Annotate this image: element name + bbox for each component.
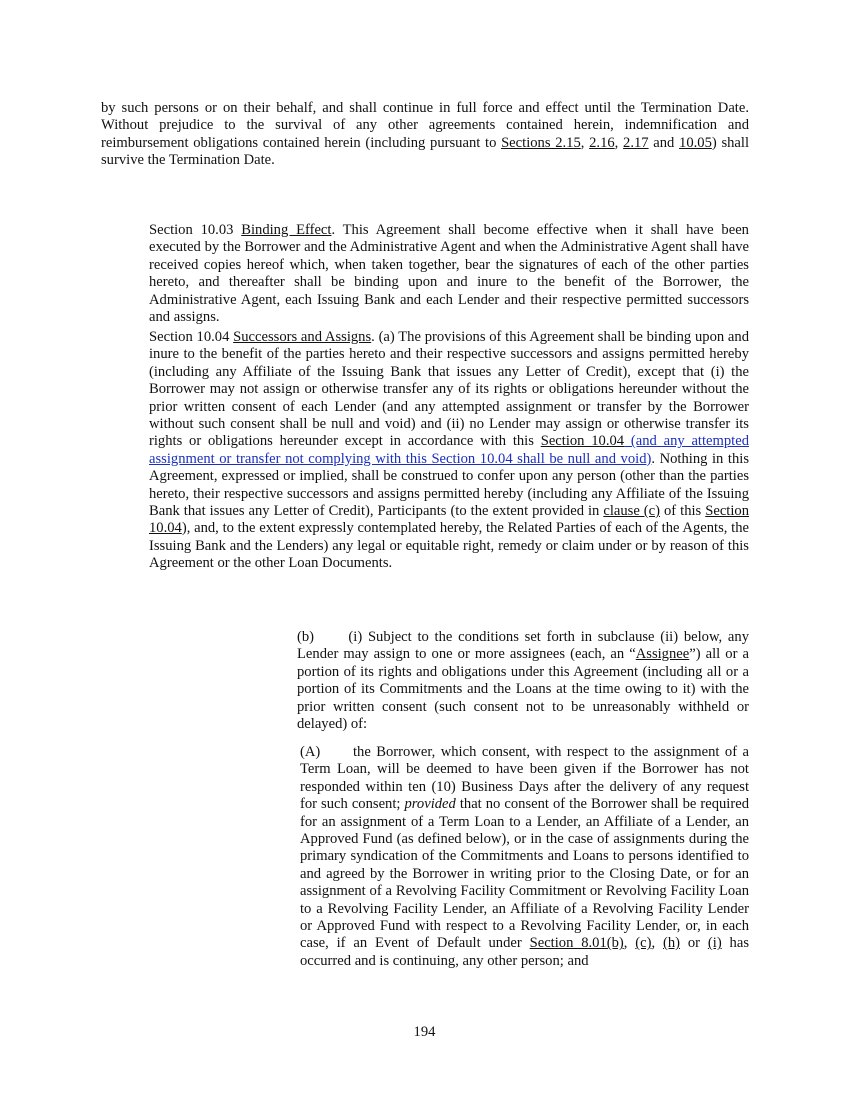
text-run: . This Agreement shall become effective when it shall have been executed by the Borrower and the Administrative Agent and when the Administrative Agent shall have received copies hereof which, when taken together, bear the signatures of each of the other parties hereto, and thereafter shall be binding upon and inure to the benefit of the Borrower, the Administrative Agent, each Issuing Bank and each Lender and their respective permitted successors and assigns. xyxy=(149,222,749,326)
text-run: of this xyxy=(660,503,706,520)
text-run: (b) (i) Subject to the conditions set forth in subclause (ii) below, any Lender may assign to one or more assignees (each, an “ xyxy=(297,629,753,663)
paragraph-survival xyxy=(101,100,749,170)
section-10-03-text xyxy=(101,222,749,326)
clause-b xyxy=(101,629,753,733)
inserted-link-text[interactable]: (and any attempted assignment or transfer not complying with this Section 10.04 shall be null and void) xyxy=(149,433,749,467)
text-run: and xyxy=(648,134,680,151)
section-ref-2-16: 2.16 xyxy=(589,134,615,151)
section-10-04 xyxy=(101,329,749,573)
text-run: by such persons or on their behalf, and shall continue in full force and effect until the Termination Date. Without prejudice to the survival of any other agreements contained herein, indemnification and reimbursement obligations contained herein (including pursuant to xyxy=(101,100,749,151)
section-ref-2-17: 2.17 xyxy=(623,134,649,151)
clause-a-text xyxy=(148,744,753,970)
clause-ref-i: (i) xyxy=(707,935,722,952)
provided-italic: provided xyxy=(404,796,456,813)
section-ref-10-05: 10.05 xyxy=(679,134,712,151)
text-run: , xyxy=(580,134,590,151)
text-run: (A) the Borrower, which consent, with respect to the assignment of a Term Loan, will be deemed to have been given if the Borrower has not responded within ten (10) Business Days after the delivery of any request for such consent; xyxy=(300,744,753,813)
text-run: that no consent of the Borrower shall be required for an assignment of a Term Loan to a Lender, an Affiliate of a Lender, an Approved Fund (as defined below), or in the case of assignments during the primary syndication of the Commitments and Loans to persons identified to and agreed by the Borrower in writing prior to the Closing Date, or for an assignment of a Revolving Facility Commitment or Revolving Facility Loan to a Revolving Facility Lender, an Affiliate of a Revolving Facility Lender or Approved Fund with respect to a Revolving Facility Lender, or, in each case, if an Event of Default under xyxy=(300,796,753,952)
text-run: has occurred and is continuing, any other person; and xyxy=(300,935,753,969)
text-run: , xyxy=(623,935,636,952)
text-run: , xyxy=(651,935,663,952)
text-run: , xyxy=(614,134,624,151)
section-ref-2-15: Sections 2.15 xyxy=(501,134,581,151)
page-number: 194 xyxy=(413,1024,436,1040)
text-run: or xyxy=(680,935,708,952)
section-10-04-text xyxy=(101,329,749,573)
section-ref-10-04: Section 10.04 xyxy=(149,503,749,537)
section-heading: Binding Effect xyxy=(241,222,332,238)
text-run: ”) all or a portion of its rights and obligations under this Agreement (including all or a portion of its Commitments and the Loans at the time owing to it) with the prior written consent (such consent not to be unreasonably withheld or delayed) of: xyxy=(297,646,753,733)
clause-ref-h: (h) xyxy=(663,935,681,952)
defined-term-assignee: Assignee xyxy=(635,646,690,663)
text-run: ) shall survive the Termination Date. xyxy=(101,134,750,169)
text-run: ), and, to the extent expressly contemplated hereby, the Related Parties of each of the Agents, the Issuing Bank and the Lenders) any legal or equitable right, remedy or claim under or by reason of this Agreement or the other Loan Documents. xyxy=(149,520,749,572)
clause-ref-c: clause (c) xyxy=(603,503,660,520)
clause-ref-c: (c) xyxy=(635,935,652,952)
paragraph-survival-text xyxy=(101,100,749,170)
section-ref-8-01-b: Section 8.01(b) xyxy=(529,935,624,952)
section-number: Section 10.03 xyxy=(149,222,242,238)
clause-b-text xyxy=(101,629,753,733)
section-heading: Successors and Assigns xyxy=(233,329,372,345)
clause-a xyxy=(148,744,753,970)
section-ref-10-04: Section 10.04 xyxy=(540,433,625,450)
section-number: Section 10.04 xyxy=(149,329,234,345)
text-run: . (a) The provisions of this Agreement shall be binding upon and inure to the benefit of the parties hereto and their respective successors and assigns permitted hereby (including any Affiliate of the Issuing Bank that issues any Letter of Credit), except that (i) the Borrower may not assign or otherwise transfer any of its rights or obligations hereunder without the prior written consent of each Lender (and any attempted assignment or transfer by the Borrower without such consent shall be null and void) and (ii) no Lender may assign or otherwise transfer its rights or obligations hereunder except in accordance with this xyxy=(149,329,749,450)
text-run: . Nothing in this Agreement, expressed or implied, shall be construed to confer upon any person (other than the parties hereto, their respective successors and assigns permitted hereby (including any Affiliate of the Issuing Bank that issues any Letter of Credit), Participants (to the extent provided in xyxy=(149,450,749,520)
section-10-03 xyxy=(101,222,749,326)
